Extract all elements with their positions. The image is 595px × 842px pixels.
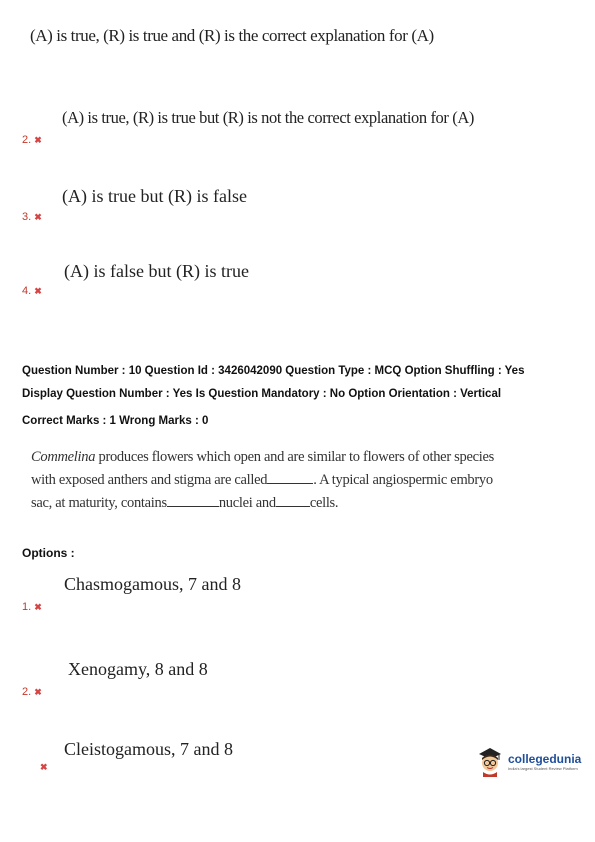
question-fragment: nuclei and bbox=[218, 495, 276, 511]
answer-blank bbox=[267, 471, 313, 484]
option-number bbox=[22, 601, 42, 613]
question-fragment: with exposed anthers and stigma are called bbox=[31, 472, 268, 488]
cross-icon: ✖ bbox=[34, 601, 42, 612]
option-text: (A) is true, (R) is true but (R) is not the correct explanation for (A) bbox=[62, 108, 474, 127]
question-fragment: cells. bbox=[309, 495, 339, 511]
question-meta-line: Correct Marks : 1 Wrong Marks : 0 bbox=[22, 415, 209, 427]
cross-icon: ✖ bbox=[34, 211, 42, 222]
option-number-label: 3. bbox=[22, 211, 32, 223]
option-text: (A) is false but (R) is true bbox=[64, 261, 249, 281]
question-meta-line: Question Number : 10 Question Id : 3426042090 Question Type : MCQ Option Shuffling : Yes bbox=[22, 365, 525, 377]
option-text: (A) is true but (R) is false bbox=[62, 186, 247, 206]
italic-term: Commelina bbox=[31, 449, 96, 465]
logo-tagline: India's largest Student Review Platform bbox=[508, 765, 578, 771]
option-number-label: 2. bbox=[22, 686, 32, 698]
cross-icon: ✖ bbox=[40, 762, 48, 772]
collegedunia-logo bbox=[476, 745, 581, 777]
question-fragment: . A typical angiospermic embryo bbox=[313, 472, 493, 488]
option-text: Cleistogamous, 7 and 8 bbox=[64, 739, 233, 759]
option-number-label: 2. bbox=[22, 134, 32, 146]
question-line bbox=[31, 446, 494, 469]
option-number-label: 1. bbox=[22, 601, 32, 613]
question-fragment: produces flowers which open and are similar to flowers of other species bbox=[95, 449, 494, 465]
option-text: Chasmogamous, 7 and 8 bbox=[64, 574, 241, 594]
option-number bbox=[22, 686, 42, 698]
question-text bbox=[31, 446, 494, 515]
student-avatar-icon bbox=[476, 745, 504, 777]
logo-name: collegedunia bbox=[508, 751, 582, 766]
option-number bbox=[37, 762, 48, 773]
answer-blank bbox=[276, 494, 310, 507]
option-text: Xenogamy, 8 and 8 bbox=[68, 659, 208, 679]
question-line bbox=[31, 469, 494, 492]
cross-icon: ✖ bbox=[34, 686, 42, 697]
question-line bbox=[31, 492, 494, 515]
logo-text-block bbox=[508, 752, 581, 771]
cross-icon: ✖ bbox=[34, 134, 42, 145]
option-text: (A) is true, (R) is true and (R) is the correct explanation for (A) bbox=[30, 26, 434, 45]
options-label: Options : bbox=[22, 546, 75, 560]
option-number bbox=[22, 134, 42, 146]
option-number bbox=[22, 211, 42, 223]
option-number-label: 4. bbox=[22, 285, 32, 297]
question-meta-line: Display Question Number : Yes Is Question Mandatory : No Option Orientation : Vertical bbox=[22, 388, 502, 400]
question-fragment: sac, at maturity, contains bbox=[31, 495, 167, 511]
answer-blank bbox=[167, 494, 219, 507]
option-number bbox=[22, 285, 42, 297]
cross-icon: ✖ bbox=[34, 285, 42, 296]
